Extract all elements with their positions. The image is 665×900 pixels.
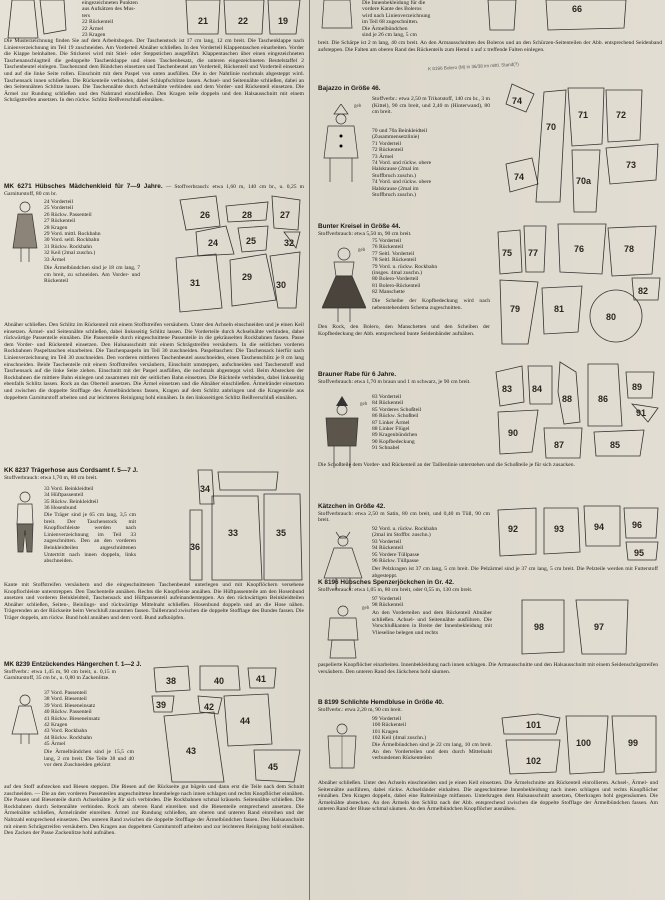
piece-number: 85 [610,440,621,450]
piece-number: 24 [208,238,219,248]
kreisel-parts [372,238,490,296]
part-line: 84 Rückenteil [372,400,404,407]
part-line: 74 Vord. und rückw. obere [372,160,432,167]
part-line: Die Ärmelbündchen [362,25,408,32]
part-line: 93 Vorderteil [372,538,402,545]
part-line: 43 Vord. Rockbahn [44,728,88,735]
part-line: 88 Linker Flügel [372,426,410,433]
part-line: 27 Rückenteil [44,218,76,225]
mk8239-instructions: auf den Stoff aufstecken und Biesen steppen. Die Biesen auf der Rückseite gut bügeln und dann erst die Teile nach dem Schnitt zuschneiden. — Die an den vorderen Passenteilen angeschnittene Innenbelege nach innen schlagen und rechts Knopflöcher einnähen. Die Passen und Biesenteile durch Achselnähte je für sich verbinden. Die Rockbahnen schmal kräuseln. Seitennähte schließen. Die Rockbahnen durch Seitennähte verbinden. Rock am oberen Rand einreihen und die Biesenteile entsprechend ansetzen. Die Ärmelnähte schließen, Ärmelränder einreihen. Ärmel zur Rundung schließen, am oberen und unteren Rand einreihen und der Nahtzahl entsprechend einsetzen. Den unteren Rand zwischen die doppelte Stofflage der Ärmelbündchen fassen. Den Halsausschnitt mit einem Schrägstreifen versäubern. Den Kragen aus doppeltem Garniturstoff arbeiten und zur leichteren Reinigung hohl einnähen. Den Zacken der Passe Zackenlitze hohl aufnähen. [4,784,304,837]
piece-number: 70 [546,122,557,132]
part-line: 91 Schnabel [372,445,400,452]
part-line: 25 Vorderteil [44,205,74,212]
stamp: geb [354,104,362,109]
piece-number: 96 [632,520,643,530]
part-line: 99 Vorderteil [372,716,402,722]
fabric-note: Stoffverbr.: etwa 2,20 m, 90 cm breit. [318,706,403,713]
piece-number: 21 [198,16,209,26]
piece-number: 33 [228,528,239,538]
part-line: (Zusammensetzlinie) [372,134,420,141]
part-line: 85 Vorderes Schoßteil [372,406,422,413]
part-line: 32 Keil (2mal zuschn.) [44,250,96,257]
pattern-pieces-top-left [184,0,302,39]
part-line: 45 Ärmel [44,741,66,748]
piece-number: 84 [532,384,543,394]
piece-number: 70a [576,176,592,186]
part-line: 26 Rückw. Passenteil [44,211,92,218]
top-left-parts [82,0,182,38]
piece-number: 83 [502,384,513,394]
part-line: 79 Vord. u. rückw. Rockbahn [372,263,438,270]
pattern-piece-66 [486,0,662,37]
top-right-parts [362,0,472,38]
mk6271-lead: Die Ärmelbündchen sind je 18 cm lang, 7 cm breit, zu schneiden. Am Vorder- und Rückenteil [44,265,140,285]
piece-number: 34 [200,484,211,494]
rabe-parts [372,394,490,452]
part-line: 38 Vord. Biesenteil [44,696,87,703]
part-line: 89 Kragenbündchen [372,432,418,439]
kk8237-lead: Die Träger sind je 65 cm lang, 3,5 cm breit. Der Taschenstock mit Knopflochleiste werden nach Linienverzeichnung im Teil 33 zugeschnitten. Den an den vorderen Beinkleidteilen angeschnittenen Untertritt nach innen doppeln, links abschneiden. [44,512,136,565]
piece-number: 93 [554,524,565,534]
pattern-pieces-kaetzchen [496,502,660,567]
piece-number: 77 [528,248,539,258]
b8199-lead: Die Ärmelbündchen sind je 22 cm lang, 10 cm breit. An den Vorderteilen und dem durch Mittelnaht verbundenen Rückenteilen [372,742,492,762]
fabric-note: Stoffverbrauch: etwa 1,70 m braun und 1 m schwarz, je 90 cm breit. [318,378,471,385]
piece-number: 45 [268,762,279,772]
section-title: Bajazzo in Größe 46. [318,85,381,92]
part-line: 23 Kragen [82,32,106,39]
figure-bolero-jacket [322,604,364,663]
figure-girl-dress [10,200,40,267]
pattern-pieces-b8199 [500,712,660,781]
part-line: Stoffbruch zuschn.) [372,172,417,179]
mk6271-parts [44,199,140,263]
section-title: B 8199 Schlichte Hemdbluse in Größe 40. [318,699,444,706]
piece-number: 97 [594,622,605,632]
part-line: (insges. 4mal zuschn.) [372,270,423,277]
piece-number: 31 [190,278,201,288]
section-title: MK 8239 Entzückendes Hängerchen f. 1—2 J. [4,661,142,668]
piece-number: 88 [562,394,573,404]
stamp: geb [358,248,366,253]
section-k8196 [318,580,498,593]
top-right-instructions: breit. Die Schärpe ist 2 m lang, 40 cm breit. An den Armausschnitten des Boleros und an den Schürzen-Seitenteilen der Abb. entsprechend Seidenband aufsteppen. Die Falten am oberen Rand des Rückenteils zum Hemd x auf z treffende Falten einlegen. [318,40,662,53]
part-line: 97 Vorderteil [372,596,402,602]
section-kreisel [318,224,488,237]
section-title: KK 8237 Trägerhose aus Cordsamt f. 5—7 J. [4,467,138,474]
part-line: 31 Rückw. Rockbahn [44,243,92,250]
piece-number: 79 [510,304,521,314]
part-line: 44 Rückw. Rockbahn [44,734,92,741]
piece-number: 82 [638,286,649,296]
b8199-parts [372,716,492,742]
part-line: 70 und 70a Beinkleidteil [372,128,428,134]
piece-number: 26 [200,210,211,220]
piece-number: 27 [280,210,291,220]
part-line: 35 Rückw. Beinkleidteil [44,498,99,505]
pattern-pieces-kreisel [498,222,662,349]
piece-number: 75 [502,248,513,258]
part-line: 90 Kopfbedeckung [372,438,415,445]
part-line: 39 Vord. Bieseneinsatz [44,702,96,709]
part-line: 22 Ärmel [82,25,104,32]
section-title: Bunter Kreisel in Größe 44. [318,223,401,230]
pattern-pieces-mk8239 [144,666,302,787]
piece-number: 29 [242,272,253,282]
part-line: ters [82,12,91,19]
part-line: 71 Vorderteil [372,140,402,147]
top-left-instructions: Die Musterzeichnung finden Sie auf dem Arbeitsbogen. Der Taschenstock ist 17 cm lang, 12 cm breit. Die Taschenklappe nach Linienverzeichnung im Teil 19 zuschneiden. Am Vorderteil Abnäher schließen. In den Vorderteil Klappentaschen einarbeiten. Vorder die Klappe beinhalten. Die Stickerei wird mit Stiel- oder Steppstichen ausgeführt. Klappentaschen über einen eingezeichneten Taschenanschlagtteil die gedoppelte Taschenklappe und einen Taschenbesatz, die unteren eingezeichneten Beutelstaffel 2 Taschenbeutel einlegen. Taschenrand dem Bündchen einsetzen und Taschenbeutel am Vorderteil, Rückenteil und Vorderteil einsetzen und auf die linke Seite rollen. Einschnitt mit dem Paspel von unten ausfüllen. Die in der Nahtlinie nochmals abgesteppt wird. Taschensack innen schließen. Die Rückenteile verbinden, dabei Schlupfschlitze lassen. Achsel- und Seitennähte schließen, dabei an den Seitennähten Schlitze lassen. Die Taschennähte durch Achselnähte verbinden und dem Vorder- und Rückenteil einsetzen. Die Ärmel zur Rundung schließen und den Nahtrand einschließen. Den Kragen teile doppeln und den Halsausschnitt mit einem Schrägstreifen ansetzen. In den rückw. Schlitz Reißverschluß einnähen. [4,38,304,104]
part-line: 102 Keil (4mal zuschn.) [372,735,427,742]
part-line: 92 Vord. u. rückw. Rockbahn [372,526,438,532]
part-line: 33 Vord. Beinkleidteil [44,486,94,492]
part-line: aus Aufsätzen des Mus- [82,6,136,13]
piece-number: 73 [626,160,637,170]
fabric-note: Stoffverbr.: etwa 2,50 m Trikotstoff, 140 cm br., 3 m (Kittel), 90 cm breit, und 2,40 m (Hinterwand), 80 cm breit. [372,96,490,116]
piece-number: 40 [214,676,225,686]
piece-number: 41 [256,674,267,684]
mk8239-lead: Die Ärmelbündchen sind je 15,5 cm lang, 2 cm breit. Die Teile 38 und 40 vor dem Zuschneiden gekürzt [44,749,134,769]
fabric-note: Stoffverbrauch: etwa 1,70 m, 80 cm breit. [4,474,98,481]
kreisel-instructions: Den Rock, den Bolero, den Manschetten und den Scheiben der Kopfbedeckung der Abb. entsprechend bunte Seidenbänder aufnähen. [318,324,490,337]
kk8237-parts [44,486,136,512]
piece-number: 35 [276,528,287,538]
piece-number: 22 [238,16,249,26]
piece-number: 30 [276,280,287,290]
part-line: 30 Vord. seitl. Rockbahn [44,237,100,244]
part-line: 100 Rückenteil [372,722,407,729]
part-line: 94 Rückenteil [372,545,404,552]
pattern-pieces-bajazzo [496,84,662,221]
piece-number: 32 [284,238,295,248]
part-line: 86 Rückw. Schoßteil [372,413,419,420]
part-line: 75 Vorderteil [372,238,402,244]
section-title: Brauner Rabe für 6 Jahre. [318,371,397,378]
part-line: 29 Vord. mittl. Rockbahn [44,231,101,238]
part-line: (2mal im Stoffbr. zuschn.) [372,532,431,539]
fabric-note: — Stoffverbrauch: etwa 1,60 m, 140 cm br., u. 0,25 m Garniturstoff, 80 cm br. [4,184,304,197]
part-line: 40 Rückw. Passenteil [44,709,92,716]
kaetzchen-instructions: Der Pelzkragen ist 37 cm lang, 5 cm breit. Die Pelzärmel sind je 37 cm lang, 5 cm breit. Die Pelzteile werden mit Futterstoff abgesteppt. [372,566,658,579]
section-title: K 8196 Hübsches Spenzerjöckchen in Gr. 42. [318,579,455,586]
part-line: 98 Rückenteil [372,602,404,609]
piece-number: 86 [598,394,609,404]
piece-number: 42 [204,702,215,712]
part-line: sind je 26 cm lang, 5 cm [362,32,417,39]
part-line: im Teil 68 zugeschnitten. [362,19,419,26]
part-line: 87 Linker Ärmel [372,419,410,426]
part-line: 34 Hüftpassenteil [44,492,84,499]
piece-number: 36 [190,542,201,552]
kaetzchen-parts [372,526,490,564]
piece-number: 94 [594,522,605,532]
k8196-lead: An den Vorderteilen und dem Rückenteil Abnäher schließen. Achsel- und Seitennähte ausführen. Die Vorschlußkanten in Breite der Innenbekleidung mit Vlieseline belegen und rechts [372,610,492,636]
piece-number: 19 [278,16,289,26]
piece-number: 102 [526,756,542,766]
kk8237-instructions: Kante mit Stoffstreifen versäubern und die eingeschnittenen Taschenbeutel unterlegen und mit Knopflöchern versehene Knopflochleiste unterstreppen. Den Taschenteile annähen. Rechts die Knopfleiste annähen. Die Hüftpassenteile am den Hosenbund ansetzen und vorderen Beinkleidteil, Taschensack und Hüftpassenteil aufeinandersteppen. An den rückwärtigen Beinkleidteilen Abnäher schließen, Seiten-, Beinlings- und rückwärtige Mittelnaht schließen. Hosenbund doppeln und an die Hose nähen. Trägerenden an der Rückseite beim Verschluß zusammen fassen. Taillenrand zwischen die doppelte Stofflage des Bundes fassen. Die Träger doppeln, am rückw. Bund hohl annähen und dem vord. Bund aufknöpfen. [4,582,304,621]
part-line: 101 Kragen [372,728,399,735]
section-rabe [318,372,490,385]
pattern-pieces-mk6271 [176,196,302,319]
section-kaetzchen [318,504,490,524]
piece-number: 72 [616,110,627,120]
mk6271-instructions: Abnäher schließen. Den Schlitz im Rückenteil mit einem Stoffstreifen versäubern. Unter den Achseln einschneiden und je einen Keil einsetzen. Ärmel- und Seitennähte schließen, dabei linksseitig Schlitz lassen. Die Vorderteile durch Achselnähte verbinden, dabei rückwärtige Passenteile einnähen. Die Passenteile durch eingeschnittene Passenteile in die gekräuselten Rockbahnen fassen. Passe dem Vorder- und Rückenteil einsetzen. Den Halsausschnitt mit einem Schrägstreifen versäubern. In die seitlichen vorderen Rockbahnen Paspeltaschen einarbeiten. Die Taschenpaspeln im Teil 30 zuschneiden. Paspeltaschen: Die Taschensack hierfür nach Linienverzeichnung im Teil 30 zuschneiden. Den vorderen mittleren Taschenbeutel ausschneiden, einen Taschenschlitz je 8 cm lang einschneiden. Beide Taschenteile mit einem Stoffstreifen versäubern, Einschnitt umsteppen, aufschneiden und Taschenstoff und Taschensack auf die linke Seite ziehen. Einschnitt mit der Paspel ausfüllen, die nochmals abgesteppt wird. Beim Abstecken der Rockbahnen die mittlere Bahn einlegen und zusammen mit der seitlichen Bahn einsetzen. Die Rückteile verbinden, dabei linksseitig ebenfalls Schlitz lassen. Rock an das Oberteil ansetzen. Die Ärmel einsetzen und die Abnäher einschließen. Ärmelränder einsetzen und zwischen die doppelte Stofflage des Ärmelbündchens fassen, Kragen auf dem Schlitz anbringen und die Kragenteile aus doppeltem Garniturstoff arbeiten und zur leichteren Reinigung hohl einnähen. In den linksseitigen Schlitz Reißverschluß einnähen. [4,322,304,401]
kreisel-lead: Die Scheibe der Kopfbedeckung wird nach nebenstehendem Schema zugeschnitten. [372,298,490,311]
column-divider [309,0,310,900]
part-line: 78 Seitl. Rückenteil [372,257,417,264]
part-line: 80 Bolero-Vorderteil [372,276,419,283]
part-line: Halskrause (2mal im [372,185,419,192]
piece-number: 100 [576,738,592,748]
part-line: 42 Kragen [44,722,68,729]
part-line: Die Innenbekleidung für die [362,0,426,6]
pattern-pieces-kk8237 [188,470,304,585]
b8199-instructions: Abnäher schließen. Unter den Achseln einschneiden und je einen Keil einsetzen. Die Ärmelschnitte am Rückenteil einrollieren. Achsel-, Ärmel- und Seitennähte ausführen, dabei rückw. Achselränder einhalten. Die angeschnittene Innenbekleidung nach innen schlagen und rechts Knopflöcher einnähen. Den Kragen doppeln, dabei eine Bahteinlage mitfassen. Unterkragen dem Halsausschnitt ansetzen, Oberkragen hohl gegensäumen. Die Ärmelnähte abstecken. An den Ärmeln den Schlitz nach der Abb. entsprechend zwischen die doppelte Stofflage der Ärmelbündchen fassen. Am unteren Rand der Bluse schmal säumen. An den Ärmelbündchen Knopflöcher ausnähen. [318,780,658,813]
section-b8199 [318,700,498,713]
handwritten-note: K 8196 Bolero (M) in 36/38 im mittl. Stand(?) [427,61,519,72]
fabric-note: Stoffverbrauch: etwa 1,05 m, 80 cm breit, oder 0,55 m, 130 cm breit. [318,586,473,593]
part-line: 36 Hosenbund [44,505,77,512]
piece-number: 98 [534,622,545,632]
piece-number: 80 [606,312,617,322]
fabric-note: Stoffverbr.: etwa 1,45 m, 90 cm breit, u. 0,15 m Garniturstoff, 35 cm br., u. 0,80 m Zackenlitze. [4,668,116,682]
mk8239-parts [44,690,134,748]
piece-number: 28 [242,210,253,220]
part-line: 83 Vorderteil [372,394,402,400]
figure-spinning-top [322,244,366,327]
pattern-pieces-rabe [494,362,660,463]
part-line: 28 Kragen [44,224,68,231]
section-bajazzo [318,86,488,93]
piece-number: 90 [508,428,519,438]
piece-number: 25 [246,236,257,246]
fabric-note: Stoffverbrauch: etwa 2,50 m Satin, 80 cm breit, und 0,40 m Tüll, 90 cm breit. [318,510,490,524]
piece-number: 78 [624,244,635,254]
part-line: 37 Vord. Passenteil [44,690,87,696]
part-line: Stoffbruch zuschn.) [372,192,417,199]
part-line: 82 Manschette [372,289,405,296]
part-line: 77 Seitl. Vorderteil [372,250,415,257]
part-line: wird nach Linienverzeichnung [362,12,431,19]
pattern-pieces-k8196 [516,596,636,661]
piece-number: 66 [572,4,583,14]
figure-toddler [10,694,40,749]
figure-costume-top [318,0,358,33]
fabric-note: Stoffverbrauch: etwa 5,50 m, 90 cm breit. [318,230,412,237]
piece-number: 74 [512,96,523,106]
piece-number: 99 [628,738,639,748]
part-line: 76 Rückenteil [372,244,404,251]
stamp: geb [360,402,368,407]
part-line: 81 Bolero-Rückenteil [372,282,421,289]
piece-number: 89 [632,382,643,392]
part-line: eingezeichneten Punkten [82,0,138,6]
figure-blouse [322,722,362,775]
piece-number: 71 [578,110,589,120]
piece-number: 92 [508,524,519,534]
part-line: 22 Rückenteil [82,19,114,26]
piece-number: 74 [514,172,525,182]
part-line: 95 Vordere Tüllpasse [372,551,420,558]
stamp: geb [362,606,370,611]
piece-number: 91 [636,408,647,418]
part-line: 73 Ärmel [372,153,394,160]
piece-number: 87 [554,440,565,450]
piece-number: 101 [526,720,542,730]
part-line: 72 Rückenteil [372,147,404,154]
k8196-parts [372,596,492,609]
bajazzo-parts [372,128,490,198]
k8196-instructions: paspelierte Knopflöcher einarbeiten. Innenbekleidung nach innen schlagen. Die Armausschnitte und den Halsausschnitt mit einem Seidenschrägstreifen versäubern. Den unteren Rand des Jäckchens hohl säumen. [318,662,658,675]
piece-number: 43 [186,746,197,756]
piece-number: 39 [156,700,167,710]
piece-number: 81 [554,304,565,314]
part-line: 74 Vord. und rückw. obere [372,179,432,186]
part-line: 24 Vorderteil [44,199,74,205]
section-kk8237 [4,468,200,481]
section-title: MK 6271 Hübsches Mädchenkleid für 7—9 Jahre. [4,183,163,190]
piece-number: 76 [574,244,585,254]
section-title: Kätzchen in Größe 42. [318,503,386,510]
part-line: vordere Kante des Boleros [362,6,422,13]
part-line: 96 Rückw. Tüllpasse [372,558,419,565]
rabe-instructions: Die Schoßteile dem Vorder- und Rückenteil an der Taillenlinie unterstehen und die Schoßteile je für sich zusacken. [318,462,575,468]
figure-coat-top [4,0,74,43]
piece-number: 38 [166,676,177,686]
figure-clown [322,104,360,187]
part-line: Halskrause (2mal im [372,166,419,173]
piece-number: 95 [634,548,645,558]
part-line: 41 Rückw. Bieseneinsatz [44,715,101,722]
part-line: 33 Ärmel [44,256,66,263]
piece-number: 44 [240,716,251,726]
figure-boy-trousers [10,490,40,559]
